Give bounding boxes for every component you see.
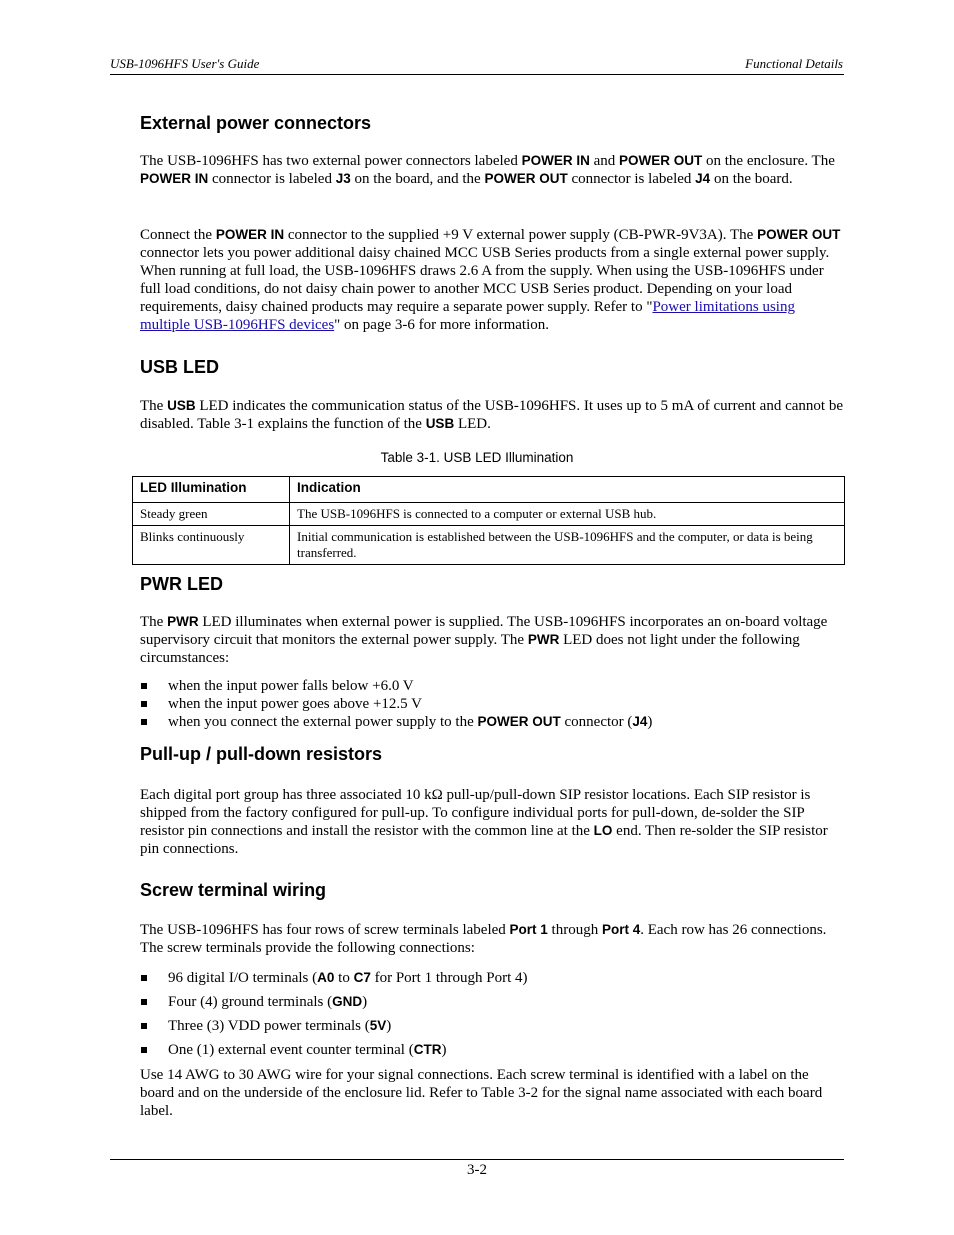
bullet-square-icon xyxy=(141,1047,147,1053)
header-section-title: Functional Details xyxy=(745,56,843,71)
list-item: when the input power falls below +6.0 V xyxy=(140,677,844,695)
table-header-row xyxy=(133,477,845,503)
paragraph-pull-resistors: Each digital port group has three associated 10 kΩ pull-up/pull-down SIP resistor locations. Each SIP resistor is shipped from the factory configured for pull-up. To configure individual ports for pull-down, de-solder the SIP resistor pin connections and install the resistor with the common line at the LO end. Then re-solder the SIP resistor pin connections. xyxy=(140,787,828,857)
table-header-cell: LED Illumination xyxy=(133,477,290,503)
heading-screw-terminal-wiring: Screw terminal wiring xyxy=(140,880,327,900)
table-row xyxy=(133,503,845,526)
list-item: Three (3) VDD power terminals (5V) xyxy=(140,1014,844,1038)
table-header-cell: Indication xyxy=(290,477,845,503)
paragraph-screw-terminals: The USB-1096HFS has four rows of screw terminals labeled Port 1 through Port 4. Each row has 26 connections. The screw terminals provide the following connections: xyxy=(140,922,827,956)
screw-terminal-bullet-list xyxy=(140,966,844,1062)
paragraph-usb-led: The USB LED indicates the communication status of the USB-1096HFS. It uses up to 5 mA of current and cannot be disabled. Table 3-1 explains the function of the USB LED. xyxy=(140,398,843,432)
bullet-square-icon xyxy=(141,701,147,707)
paragraph-connect-power: Connect the POWER IN connector to the supplied +9 V external power supply (CB-PWR-9V3A). The POWER OUT connector lets you power additional daisy chained MCC USB Series products from a single external power supply. When running at full load, the USB-1096HFS draws 2.6 A from the supply. When using the USB-1096HFS under full load conditions, do not daisy chain power to another MCC USB Series product. Depending on your load requirements, daisy chained products may require a separate power supply. Refer to "Power limitations using multiple USB-1096HFS devices" on page 3-6 for more information. xyxy=(140,227,841,333)
table-cell: Initial communication is established between the USB-1096HFS and the computer, or data is being transferred. xyxy=(290,526,845,565)
table-caption: Table 3-1. USB LED Illumination xyxy=(380,450,574,465)
bullet-square-icon xyxy=(141,999,147,1005)
heading-pwr-led: PWR LED xyxy=(140,574,223,594)
header-rule xyxy=(110,74,844,75)
paragraph-pwr-led: The PWR LED illuminates when external power is supplied. The USB-1096HFS incorporates an on-board voltage supervisory circuit that monitors the external power supply. The PWR LED does not light under the following circumstances: xyxy=(140,614,828,666)
bullet-square-icon xyxy=(141,1023,147,1029)
list-item: One (1) external event counter terminal (CTR) xyxy=(140,1038,844,1062)
list-item: when the input power goes above +12.5 V xyxy=(140,695,844,713)
bullet-square-icon xyxy=(141,683,147,689)
paragraph-wire-gauge: Use 14 AWG to 30 AWG wire for your signal connections. Each screw terminal is identified with a label on the board and on the underside of the enclosure lid. Refer to Table 3-2 for the signal name associated with each board label. xyxy=(140,1067,823,1119)
link-power-limitations[interactable]: Power limitations using multiple USB-1096HFS devices xyxy=(140,299,795,333)
bullet-square-icon xyxy=(141,975,147,981)
usb-led-table xyxy=(132,476,845,565)
list-item: 96 digital I/O terminals (A0 to C7 for Port 1 through Port 4) xyxy=(140,966,844,990)
table-row xyxy=(133,526,845,565)
table-cell: The USB-1096HFS is connected to a computer or external USB hub. xyxy=(290,503,845,526)
list-item: Four (4) ground terminals (GND) xyxy=(140,990,844,1014)
page-number: 3-2 xyxy=(467,1162,487,1178)
header-doc-title: USB-1096HFS User's Guide xyxy=(110,56,260,71)
table-cell: Steady green xyxy=(133,503,290,526)
heading-pull-resistors: Pull-up / pull-down resistors xyxy=(140,744,383,764)
pwr-led-bullet-list xyxy=(140,677,844,731)
table-cell: Blinks continuously xyxy=(133,526,290,565)
footer-rule xyxy=(110,1159,844,1160)
list-item: when you connect the external power supply to the POWER OUT connector (J4) xyxy=(140,713,844,731)
heading-external-power-connectors: External power connectors xyxy=(140,113,372,133)
paragraph-power-connectors: The USB-1096HFS has two external power connectors labeled POWER IN and POWER OUT on the enclosure. The POWER IN connector is labeled J3 on the board, and the POWER OUT connector is labeled J4 on the board. xyxy=(140,153,835,187)
bullet-square-icon xyxy=(141,719,147,725)
heading-usb-led: USB LED xyxy=(140,357,220,377)
